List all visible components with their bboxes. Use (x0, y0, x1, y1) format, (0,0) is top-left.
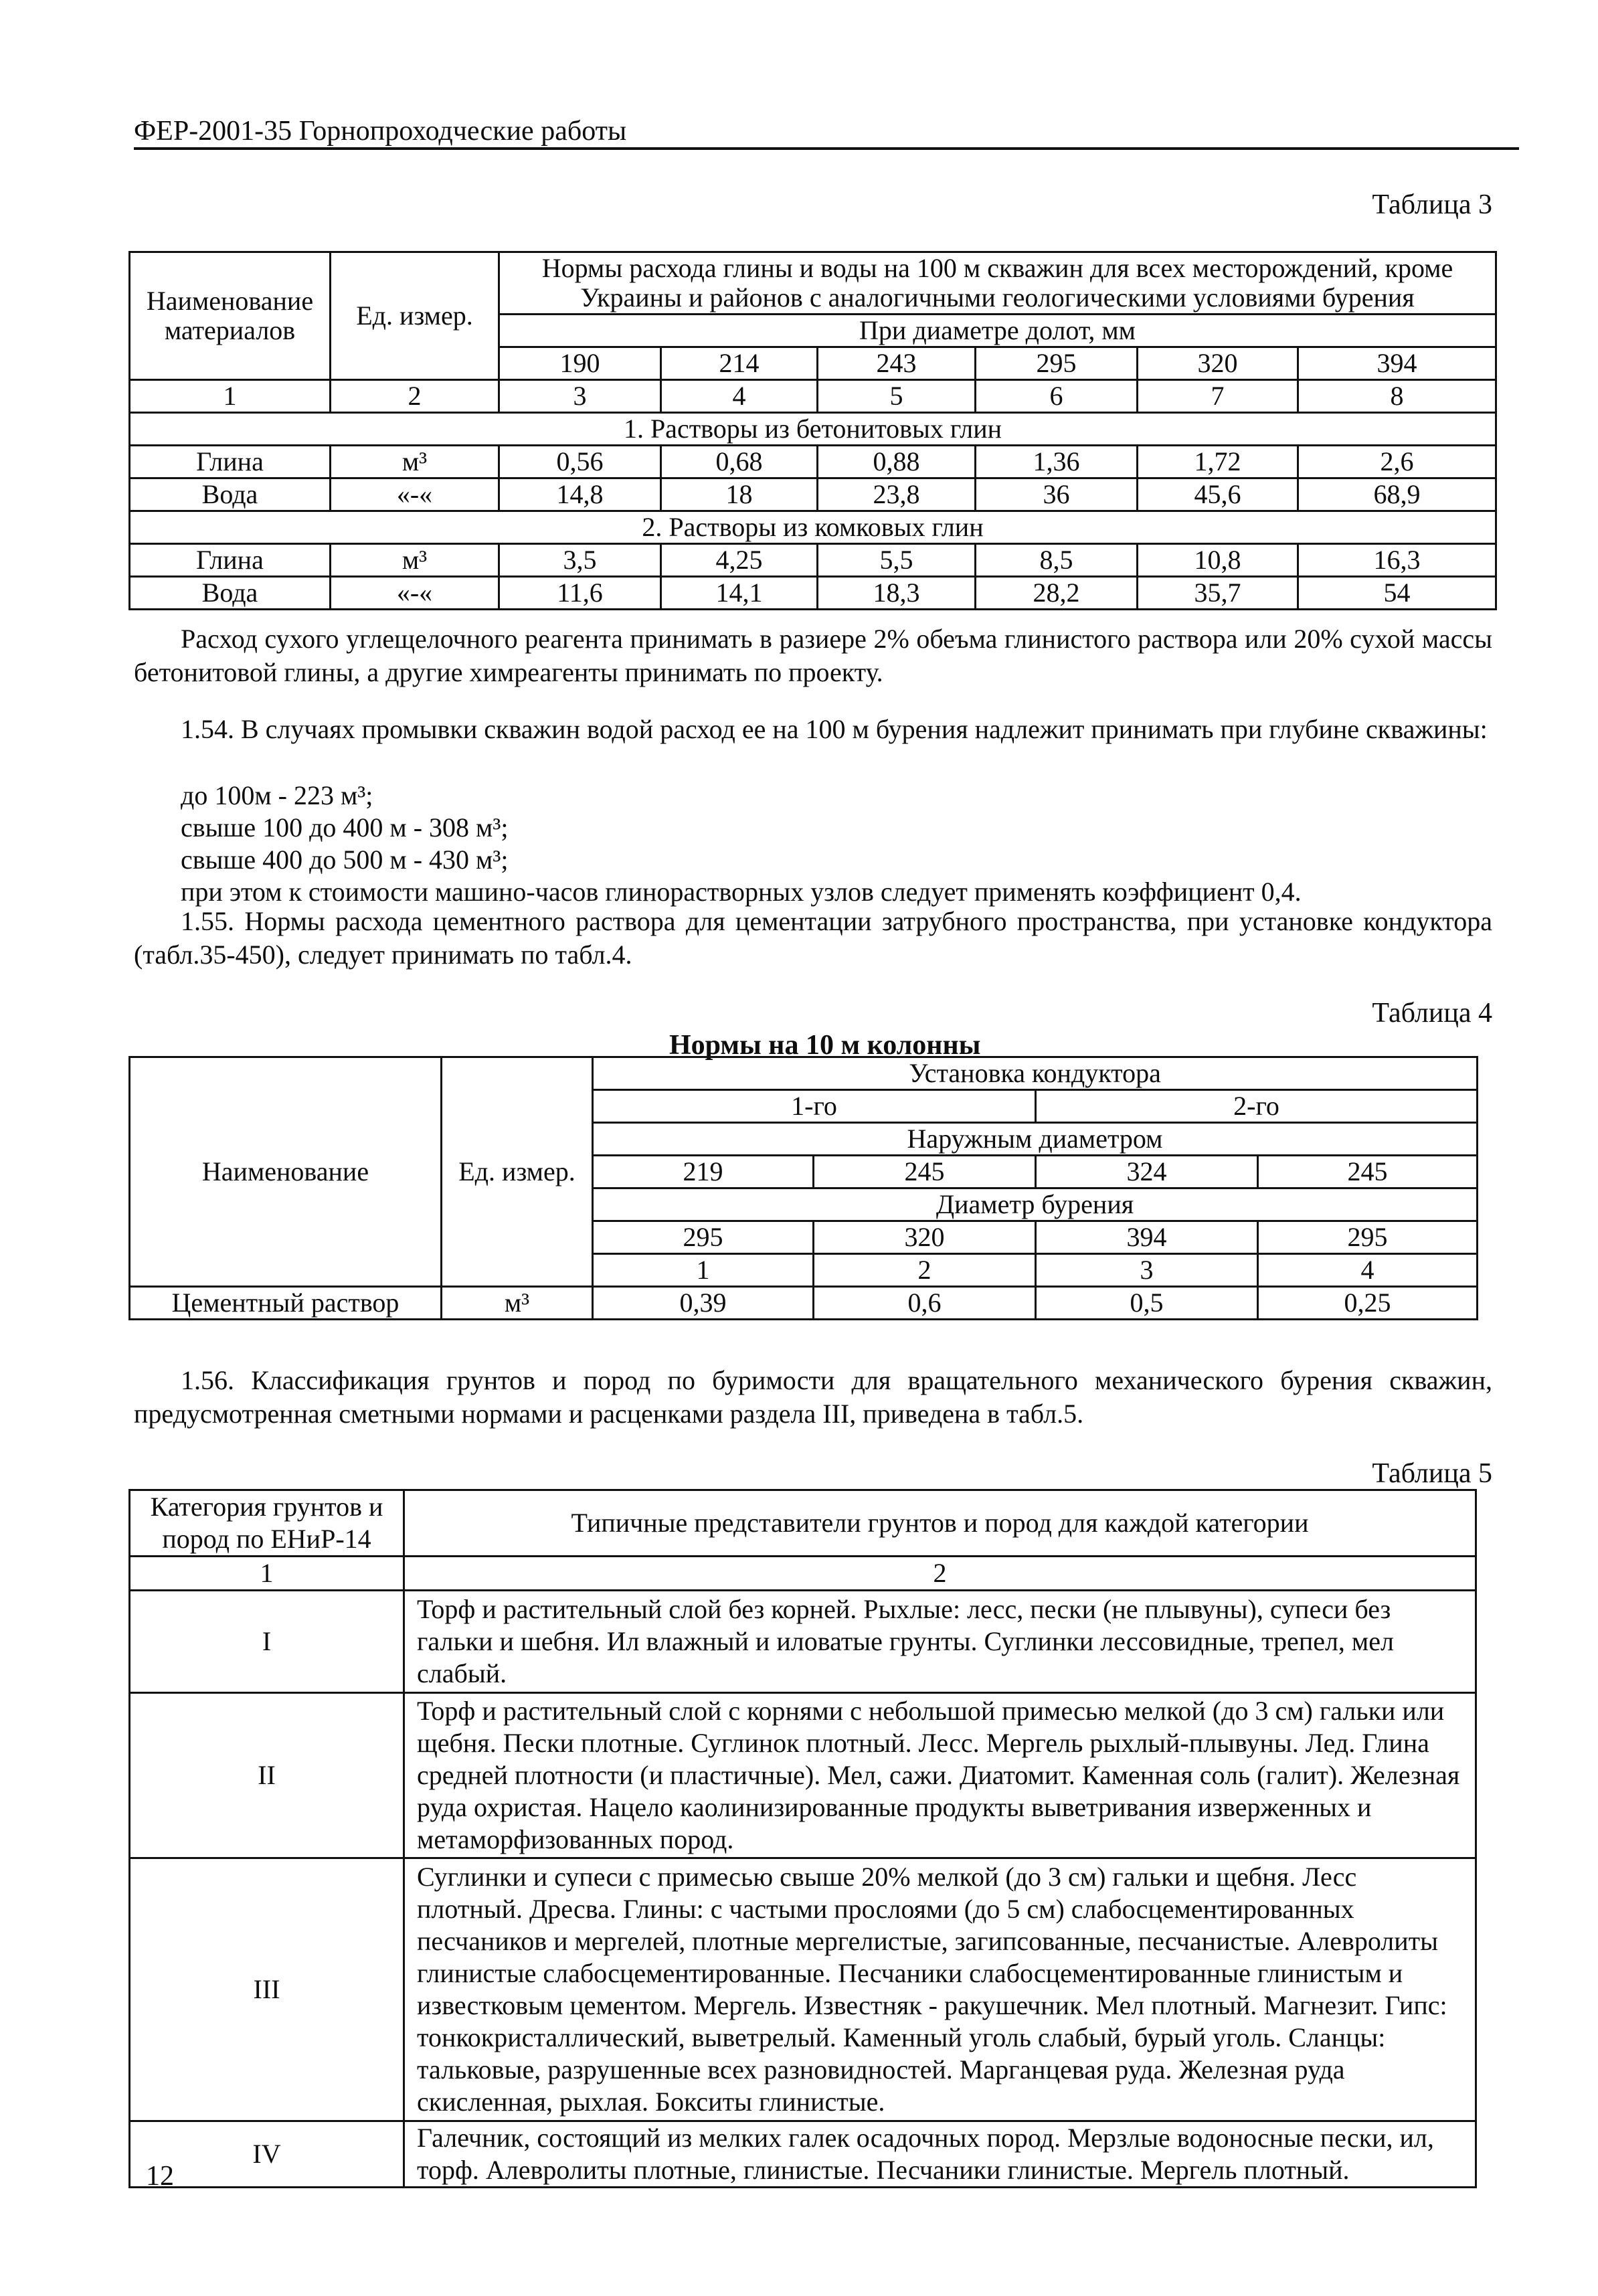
table3-cell: 68,9 (1298, 478, 1496, 511)
table3-diameter: 320 (1138, 347, 1298, 380)
table3-cell: 4,25 (661, 544, 818, 577)
paragraph-1-54: 1.54. В случаях промывки скважин водой расход ее на 100 м бурения надлежит принимать при глубине скважины: (181, 714, 1488, 744)
table4-head-drill: Диаметр бурения (593, 1188, 1478, 1221)
table3-colnum: 1 (130, 380, 331, 413)
table3-head-norms: Нормы расхода глины и воды на 100 м скважин для всех месторождений, кроме Украины и районов с аналогичными геологическими условиями бурения (499, 252, 1496, 315)
table3-cell-unit: м³ (331, 544, 499, 577)
table4-colnum: 4 (1258, 1254, 1478, 1287)
table4-drill-value: 295 (593, 1221, 814, 1254)
page-number: 12 (146, 2161, 174, 2192)
table3-colnum: 8 (1298, 380, 1496, 413)
table4-head-outer: Наружным диаметром (593, 1123, 1478, 1156)
table4-outer-value: 324 (1036, 1156, 1258, 1188)
table5-head-category: Категория грунтов и пород по ЕНиР-14 (130, 1490, 404, 1557)
table3-colnum: 3 (499, 380, 661, 413)
table3-head-unit: Ед. измер. (331, 252, 499, 380)
table5-cell-text: Суглинки и супеси с примесью свыше 20% мелкой (до 3 см) гальки и щебня. Лесс плотный. Дресва. Глины: с частыми прослоями (до 5 см) слабосцементированных песчаников и мергелей, плотные мергелистые, загипсованные, песчанистые. Алевролиты глинистые слабосцементированные. Песчаники слабосцементированные глинистым и известковым цементом. Мергель. Известняк - ракушечник. Мел плотный. Магнезит. Гипс: тонкокристаллический, выветрелый. Каменный уголь слабый, бурый уголь. Сланцы: тальковые, разрушенные всех разновидностей. Марганцевая руда. Железная руда скисленная, рыхлая. Бокситы глинистые. (404, 1858, 1476, 2121)
table3-cell: 1,72 (1138, 446, 1298, 478)
table3 (128, 251, 1497, 610)
table3-diameter: 214 (661, 347, 818, 380)
table-row (130, 478, 1496, 511)
paragraph-1-55: 1.55. Нормы расхода цементного раствора для цементации затрубного пространства, при установке кондуктора (табл.35-450), следует принимать по табл.4. (134, 906, 1492, 970)
table4-cell-unit: м³ (442, 1287, 593, 1320)
table-row (130, 2121, 1476, 2188)
table3-cell: 1,36 (976, 446, 1138, 478)
table5-cell-category: III (130, 1858, 404, 2121)
table4-colnum: 1 (593, 1254, 814, 1287)
table3-section-title: 2. Растворы из комковых глин (130, 511, 1496, 544)
table3-cell: 35,7 (1138, 577, 1298, 610)
table3-cell: 14,1 (661, 577, 818, 610)
table3-cell-name: Глина (130, 544, 331, 577)
table3-cell: 0,88 (818, 446, 976, 478)
table4-head-second: 2-го (1036, 1090, 1478, 1123)
table3-head-name: Наименование материалов (130, 252, 331, 380)
table3-cell: 8,5 (976, 544, 1138, 577)
table5-cell-category: IV (130, 2121, 404, 2188)
table3-colnum: 4 (661, 380, 818, 413)
table5-cell-category: II (130, 1693, 404, 1858)
table3-head-diam: При диаметре долот, мм (499, 315, 1496, 347)
table4-outer-value: 245 (1258, 1156, 1478, 1188)
table3-cell: 10,8 (1138, 544, 1298, 577)
table-row (130, 1858, 1476, 2121)
table4-cell-name: Цементный раствор (130, 1287, 442, 1320)
table3-cell: 45,6 (1138, 478, 1298, 511)
table-row (130, 1287, 1478, 1320)
table3-cell: 14,8 (499, 478, 661, 511)
table3-cell: 2,6 (1298, 446, 1496, 478)
table5-head-typical: Типичные представители грунтов и пород для каждой категории (404, 1490, 1476, 1557)
table5 (128, 1489, 1477, 2188)
table-row (130, 446, 1496, 478)
table4-head-unit: Ед. измер. (442, 1057, 593, 1287)
paragraph-1-56: 1.56. Классификация грунтов и пород по буримости для вращательного механического бурения скважин, предусмотренная сметными нормами и расценками раздела III, приведена в табл.5. (134, 1365, 1492, 1429)
table3-cell-name: Глина (130, 446, 331, 478)
table4-cell: 0,25 (1258, 1287, 1478, 1320)
table3-cell: 11,6 (499, 577, 661, 610)
table-row (130, 544, 1496, 577)
table3-cell: 0,68 (661, 446, 818, 478)
table5-cell-category: I (130, 1591, 404, 1693)
table4-cell: 0,6 (814, 1287, 1036, 1320)
list-item: свыше 100 до 400 м - 308 м³; (181, 812, 509, 843)
running-header: ФЕР-2001-35 Горнопроходческие работы (134, 116, 627, 147)
table-row (130, 577, 1496, 610)
table4-caption: Таблица 4 (1372, 998, 1492, 1029)
table3-cell: 5,5 (818, 544, 976, 577)
table4-drill-value: 394 (1036, 1221, 1258, 1254)
table3-caption: Таблица 3 (1372, 189, 1492, 220)
table4-title: Нормы на 10 м колонны (669, 1030, 981, 1061)
table3-cell: 0,56 (499, 446, 661, 478)
table3-cell: 18 (661, 478, 818, 511)
table3-diameter: 295 (976, 347, 1138, 380)
table3-section-title: 1. Растворы из бетонитовых глин (130, 413, 1496, 446)
table3-diameter: 190 (499, 347, 661, 380)
table3-cell-unit: «-« (331, 478, 499, 511)
table3-cell: 54 (1298, 577, 1496, 610)
table3-cell: 23,8 (818, 478, 976, 511)
table3-cell: 3,5 (499, 544, 661, 577)
table3-diameter: 394 (1298, 347, 1496, 380)
header-rule (134, 147, 1519, 150)
table4-drill-value: 295 (1258, 1221, 1478, 1254)
table4-outer-value: 219 (593, 1156, 814, 1188)
list-item: до 100м - 223 м³; (181, 780, 373, 810)
table5-cell-text: Торф и растительный слой без корней. Рыхлые: лесс, пески (не плывуны), супеси без гальки и шебня. Ил влажный и иловатые грунты. Суглинки лессовидные, трепел, мел слабый. (404, 1591, 1476, 1693)
table3-cell: 16,3 (1298, 544, 1496, 577)
table5-cell-text: Торф и растительный слой с корнями с небольшой примесью мелкой (до 3 см) гальки или щебня. Пески плотные. Суглинок плотный. Лесс. Мергель рыхлый-плывуны. Лед. Глина средней плотности (и пластичные). Мел, сажи. Диатомит. Каменная соль (галит). Железная руда охристая. Нацело каолинизированные продукты выветривания изверженных и метаморфизованных пород. (404, 1693, 1476, 1858)
table4 (128, 1056, 1478, 1320)
table4-cell: 0,39 (593, 1287, 814, 1320)
table3-note: Расход сухого углещелочного реагента принимать в разиере 2% обеъма глинистого раствора или 20% сухой массы бетонитовой глины, а другие химреагенты принимать по проекту. (134, 624, 1492, 687)
table4-head-name: Наименование (130, 1057, 442, 1287)
table3-cell: 36 (976, 478, 1138, 511)
table5-colnum: 2 (404, 1557, 1476, 1591)
table3-cell-name: Вода (130, 577, 331, 610)
table4-cell: 0,5 (1036, 1287, 1258, 1320)
table3-diameter: 243 (818, 347, 976, 380)
table5-cell-text: Галечник, состоящий из мелких галек осадочных пород. Мерзлые водоносные пески, ил, торф. Алевролиты плотные, глинистые. Песчаники глинистые. Мергель плотный. (404, 2121, 1476, 2188)
list-item: при этом к стоимости машино-часов глинорастворных узлов следует применять коэффициент 0,4. (181, 877, 1302, 907)
table4-head-first: 1-го (593, 1090, 1036, 1123)
table5-colnum: 1 (130, 1557, 404, 1591)
table3-cell-unit: «-« (331, 577, 499, 610)
table4-drill-value: 320 (814, 1221, 1036, 1254)
table3-cell-name: Вода (130, 478, 331, 511)
table-row (130, 1693, 1476, 1858)
table5-caption: Таблица 5 (1372, 1458, 1492, 1489)
list-item: свыше 400 до 500 м - 430 м³; (181, 845, 509, 875)
table4-head-install: Установка кондуктора (593, 1057, 1478, 1090)
table4-colnum: 3 (1036, 1254, 1258, 1287)
table3-colnum: 5 (818, 380, 976, 413)
paragraph-1-54-list (181, 780, 1492, 908)
table3-colnum: 7 (1138, 380, 1298, 413)
table3-cell: 28,2 (976, 577, 1138, 610)
table-row (130, 1591, 1476, 1693)
table4-colnum: 2 (814, 1254, 1036, 1287)
table3-colnum: 6 (976, 380, 1138, 413)
table3-cell-unit: м³ (331, 446, 499, 478)
table3-cell: 18,3 (818, 577, 976, 610)
table3-colnum: 2 (331, 380, 499, 413)
table4-outer-value: 245 (814, 1156, 1036, 1188)
